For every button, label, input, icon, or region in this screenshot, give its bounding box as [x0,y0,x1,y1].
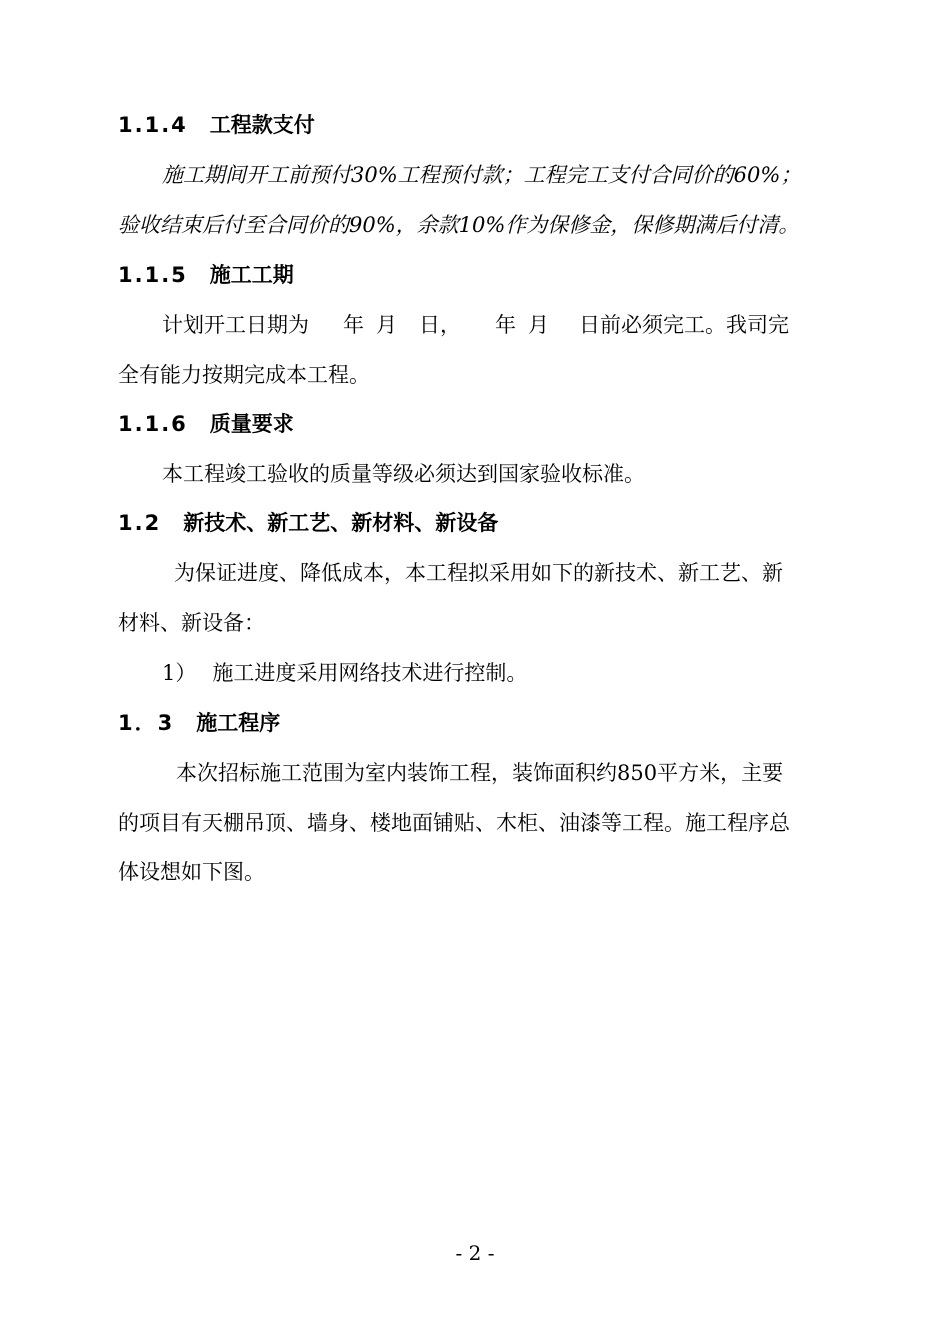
section-number: 1.1.6 [118,412,188,436]
section-heading-1-1-4 [118,110,315,140]
schedule-text-g: 日前必须完工。我司完 [579,313,789,337]
section-heading-1-2 [118,508,498,538]
list-item-text: 施工进度采用网络技术进行控制。 [212,661,528,685]
schedule-text-year-1: 年 [343,313,364,337]
section-title: 新技术、新工艺、新材料、新设备 [183,511,499,535]
new-tech-paragraph-line-2: 材料、新设备： [118,611,265,635]
schedule-text-month-2: 月 [528,313,549,337]
section-heading-1-3 [118,708,280,738]
procedure-paragraph-line-3: 体设想如下图。 [118,860,265,884]
schedule-text-a: 计划开工日期为 [162,313,309,337]
new-tech-paragraph-line-1: 为保证进度、降低成本，本工程拟采用如下的新技术、新工艺、新 [174,561,783,585]
procedure-paragraph-line-1: 本次招标施工范围为室内装饰工程，装饰面积约850平方米，主要 [176,761,784,785]
section-title: 施工工期 [209,263,294,287]
schedule-text-day-1: 日， [419,313,461,337]
schedule-paragraph-line-2: 全有能力按期完成本工程。 [118,363,370,387]
schedule-text-month-1: 月 [376,313,397,337]
section-number: 1.1.4 [118,113,188,137]
section-title: 施工程序 [196,711,281,735]
list-item [118,658,876,688]
schedule-paragraph-line-1 [118,310,876,340]
section-title: 工程款支付 [209,113,315,137]
payment-paragraph-line-1: 施工期间开工前预付30%工程预付款；工程完工支付合同价的60%； [162,163,802,187]
section-title: 质量要求 [209,412,294,436]
schedule-text-year-2: 年 [495,313,516,337]
section-heading-1-1-6 [118,409,294,439]
payment-paragraph-line-2: 验收结束后付至合同价的90%，余款10%作为保修金，保修期满后付清。 [118,213,800,237]
section-number: 1.2 [118,511,162,535]
page-number: - 2 - [455,1241,495,1265]
section-number: 1.1.5 [118,263,188,287]
quality-paragraph-line-1: 本工程竣工验收的质量等级必须达到国家验收标准。 [162,462,645,486]
list-item-marker: 1） [162,661,197,685]
section-number: 1．3 [118,711,175,735]
section-heading-1-1-5 [118,260,294,290]
procedure-paragraph-line-2: 的项目有天棚吊顶、墙身、楼地面铺贴、木柜、油漆等工程。施工程序总 [118,811,790,835]
